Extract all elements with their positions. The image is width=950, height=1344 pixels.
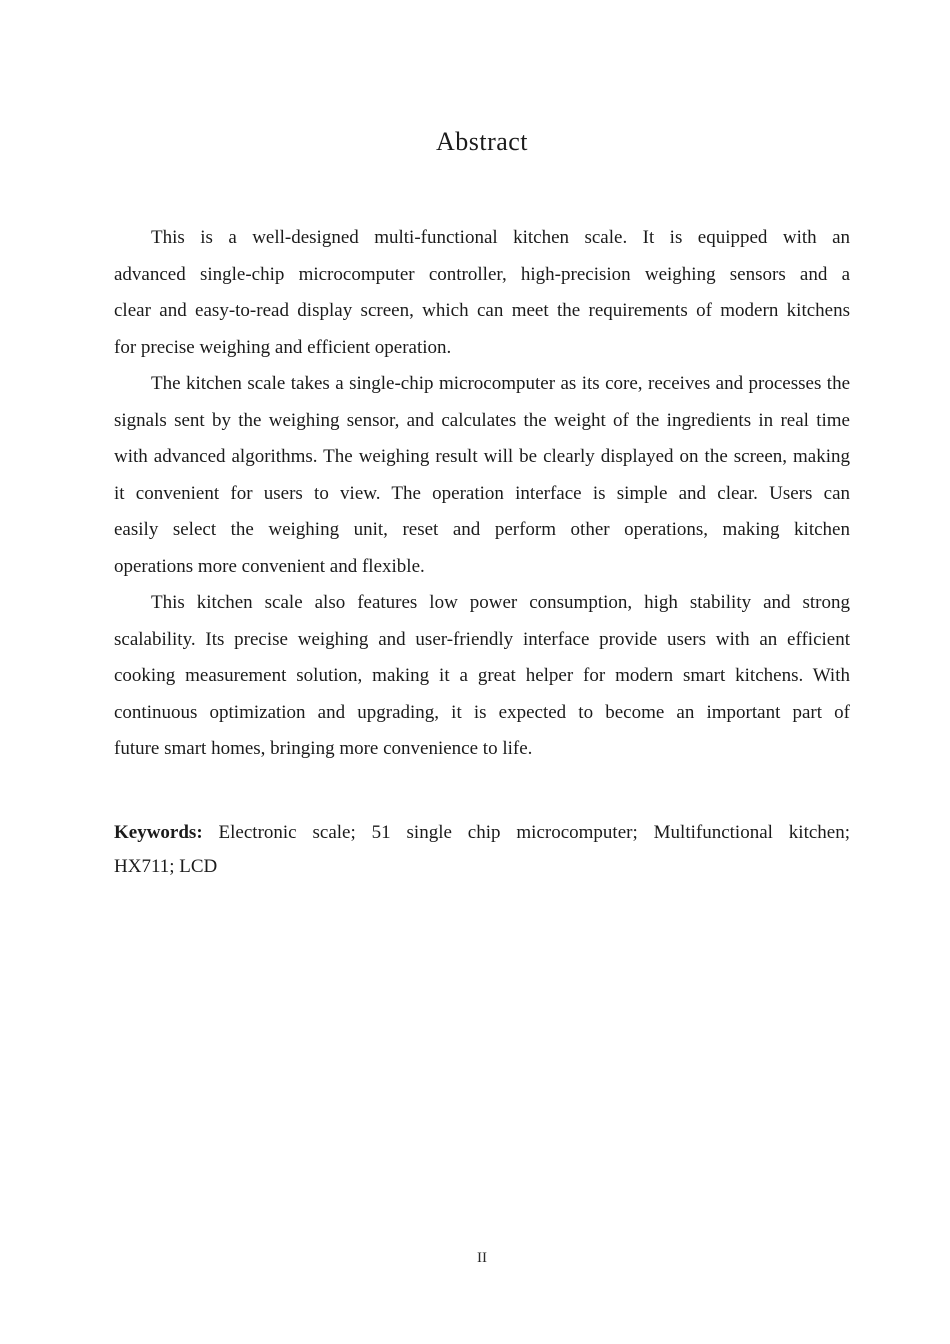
text-line: This is a well-designed multi-functional kitchen scale. It is equipped with an <box>151 227 850 248</box>
page-title: Abstract <box>435 127 529 156</box>
text-line: advanced single-chip microcomputer controller, high-precision weighing sensors and a <box>114 263 850 285</box>
text-line: with advanced algorithms. The weighing result will be clearly displayed on the screen, making <box>114 446 850 467</box>
text-line: This kitchen scale also features low power consumption, high stability and strong <box>151 592 850 613</box>
text-line: operations more convenient and flexible. <box>114 555 425 577</box>
keywords-text: Electronic scale; 51 single chip microcomputer; Multifunctional kitchen; <box>202 821 850 843</box>
paragraph-1 <box>114 220 850 366</box>
text-line: easily select the weighing unit, reset and perform other operations, making kitchen <box>114 519 850 540</box>
text-line: future smart homes, bringing more convenience to life. <box>114 738 533 759</box>
keywords-line-1 <box>114 816 850 850</box>
text-line: clear and easy-to-read display screen, which can meet the requirements of modern kitchens <box>114 300 850 321</box>
text-line: continuous optimization and upgrading, it is expected to become an important part of <box>114 701 850 723</box>
paragraph-2 <box>114 366 850 585</box>
text-line: for precise weighing and efficient operation. <box>114 336 452 358</box>
keywords-section <box>114 816 850 884</box>
text-line: it convenient for users to view. The operation interface is simple and clear. Users can <box>114 482 850 504</box>
abstract-body <box>114 220 850 768</box>
page-content <box>114 0 850 884</box>
keywords-line-2: HX711; LCD <box>114 855 218 877</box>
text-line: scalability. Its precise weighing and user-friendly interface provide users with an efficient <box>114 628 850 650</box>
text-line: signals sent by the weighing sensor, and calculates the weight of the ingredients in real time <box>114 409 850 431</box>
keywords-label: Keywords: <box>114 821 203 843</box>
text-line: cooking measurement solution, making it a great helper for modern smart kitchens. With <box>114 665 850 686</box>
page-number: II <box>477 1250 487 1266</box>
text-line: The kitchen scale takes a single-chip microcomputer as its core, receives and processes the <box>151 373 850 394</box>
paragraph-3 <box>114 585 850 768</box>
